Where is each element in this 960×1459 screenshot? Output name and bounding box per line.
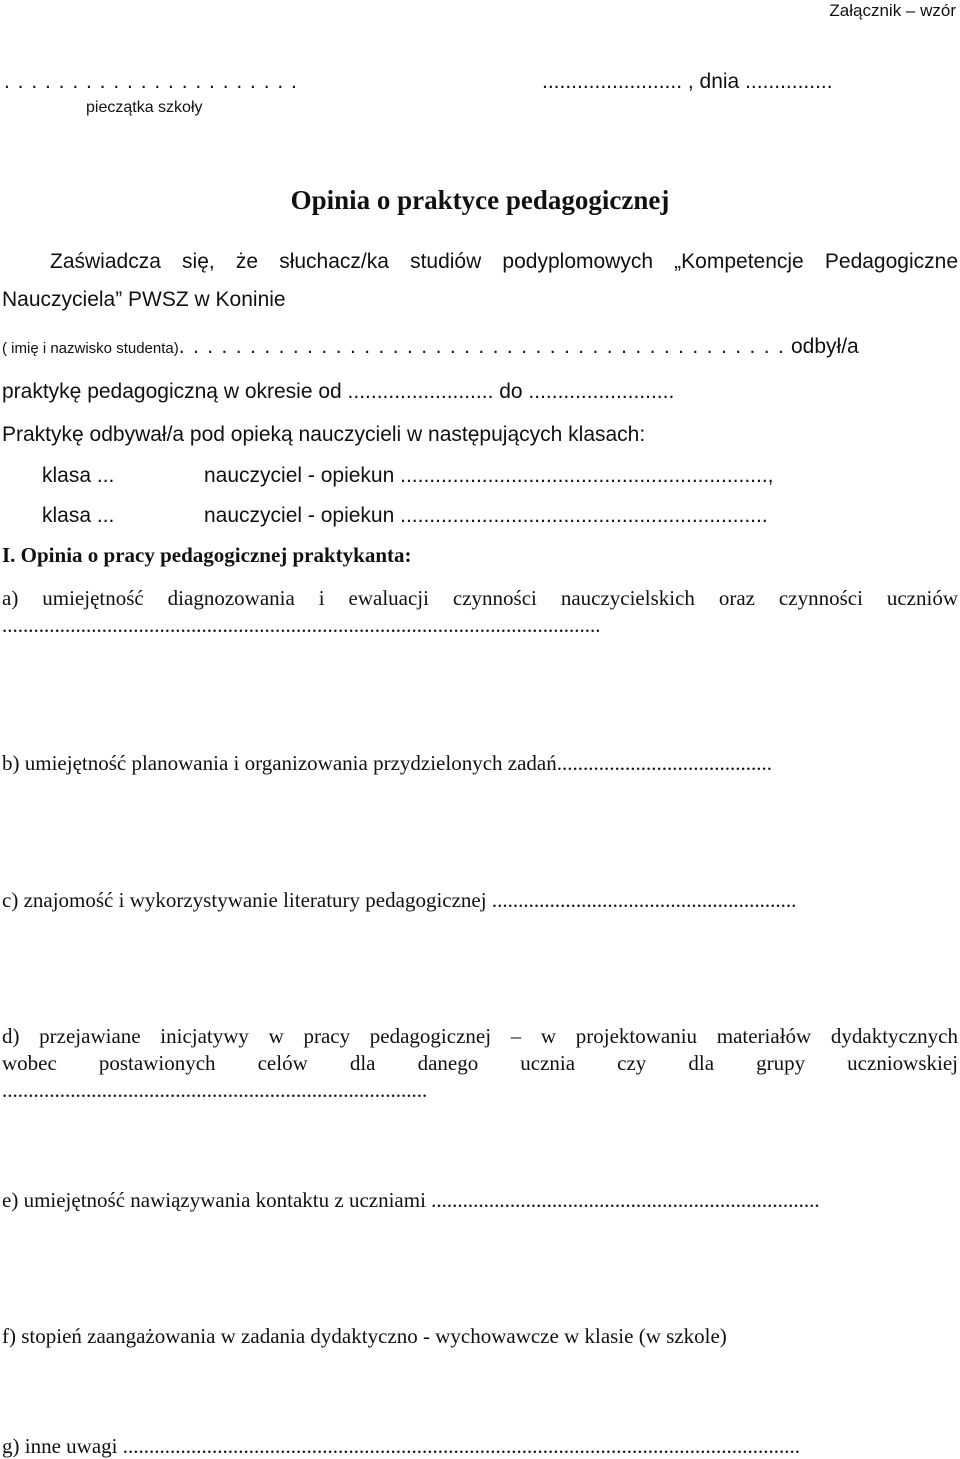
item-f: f) stopień zaangażowania w zadania dydaktyczno - wychowawcze w klasie (w szkole)	[2, 1324, 727, 1348]
name-label: ( imię i nazwisko studenta)	[2, 340, 179, 357]
item-a: a) umiejętność diagnozowania i ewaluacji czynności nauczycielskich oraz czynności uczniów	[2, 586, 958, 610]
item-d-dots: .................................................................................	[2, 1078, 428, 1102]
class-label: klasa ...	[42, 464, 115, 487]
name-row	[2, 335, 859, 359]
completed-label: odbył/a	[785, 335, 859, 358]
teacher-label: nauczyciel - opiekun ...............................................................,	[204, 464, 774, 487]
item-d-line-1: d) przejawiane inicjatywy w pracy pedagogicznej – w projektowaniu materiałów dydaktycznych	[2, 1024, 958, 1048]
stamp-dots: . . . . . . . . . . . . . . . . . . . . . .	[4, 70, 298, 93]
intro-line-2: Nauczyciela” PWSZ w Koninie	[2, 288, 286, 311]
item-d-line-2: wobec postawionych celów dla danego ucznia czy dla grupy uczniowskiej	[2, 1051, 958, 1075]
class-row-1	[42, 463, 774, 489]
supervision-line: Praktykę odbywał/a pod opieką nauczycieli w następujących klasach:	[2, 423, 646, 446]
section-heading: I. Opinia o pracy pedagogicznej praktykanta:	[2, 543, 412, 567]
teacher-label: nauczyciel - opiekun ...............................................................	[204, 504, 768, 527]
item-c: c) znajomość i wykorzystywanie literatury pedagogicznej ..........................................................	[2, 888, 797, 912]
item-e: e) umiejętność nawiązywania kontaktu z uczniami ..........................................................................	[2, 1188, 820, 1212]
item-b: b) umiejętność planowania i organizowania przydzielonych zadań.........................................	[2, 751, 772, 775]
document-title: Opinia o praktyce pedagogicznej	[290, 185, 670, 215]
annex-label: Załącznik – wzór	[829, 1, 956, 20]
intro-line-1: Zaświadcza się, że słuchacz/ka studiów podyplomowych „Kompetencje Pedagogiczne	[50, 250, 958, 273]
stamp-label: pieczątka szkoły	[86, 99, 203, 116]
date-line: ........................ , dnia ...............	[542, 70, 833, 93]
name-dots: . . . . . . . . . . . . . . . . . . . . . . . . . . . . . . . . . . . . . . . . . . .	[178, 335, 786, 358]
period-line: praktykę pedagogiczną w okresie od ......................... do .........................	[2, 380, 675, 403]
class-row-2	[42, 503, 768, 529]
class-label: klasa ...	[42, 504, 115, 527]
item-g: g) inne uwagi .................................................................................................................................	[2, 1434, 800, 1458]
item-a-dots: ..................................................................................................................	[2, 613, 601, 637]
